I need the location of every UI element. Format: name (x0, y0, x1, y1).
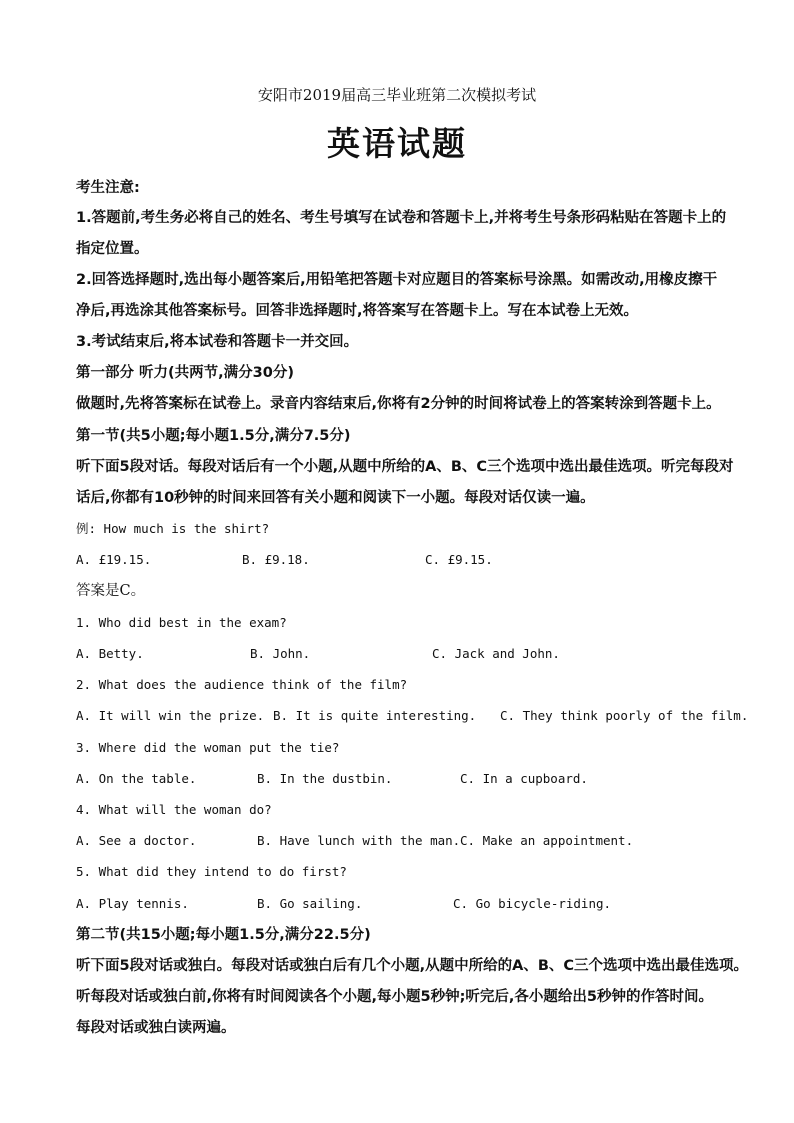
question-4-option-b: B. Have lunch with the man. (257, 833, 461, 848)
example-question: 例: How much is the shirt? (76, 521, 270, 536)
question-3-option-b: B. In the dustbin. (257, 771, 393, 786)
example-option-a: A. £19.15. (76, 552, 152, 567)
question-2-option-c: C. They think poorly of the film. (500, 708, 749, 723)
question-4-option-a: A. See a doctor. (76, 833, 197, 848)
section1-heading: 第一节(共5小题;每小题1.5分,满分7.5分) (76, 428, 351, 444)
question-2-option-a: A. It will win the prize. (76, 708, 265, 723)
section1-instruction-line-2: 话后,你都有10秒钟的时间来回答有关小题和阅读下一小题。每段对话仅读一遍。 (76, 490, 595, 506)
question-5: 5. What did they intend to do first? (76, 864, 347, 879)
question-1-option-b: B. John. (250, 646, 311, 661)
notice-item-3: 3.考试结束后,将本试卷和答题卡一并交回。 (76, 334, 359, 350)
notice-item-2-line-2: 净后,再选涂其他答案标号。回答非选择题时,将答案写在答题卡上。写在本试卷上无效。 (76, 303, 639, 319)
question-5-option-b: B. Go sailing. (257, 896, 363, 911)
example-option-c: C. £9.15. (425, 552, 493, 567)
question-1-option-a: A. Betty. (76, 646, 144, 661)
question-5-option-a: A. Play tennis. (76, 896, 189, 911)
section1-instruction-line-1: 听下面5段对话。每段对话后有一个小题,从题中所给的A、B、C三个选项中选出最佳选项。听完每段对 (76, 459, 734, 475)
part1-heading: 第一部分 听力(共两节,满分30分) (76, 365, 294, 381)
question-3-option-c: C. In a cupboard. (460, 771, 588, 786)
question-1-option-c: C. Jack and John. (432, 646, 560, 661)
question-4: 4. What will the woman do? (76, 802, 272, 817)
question-5-option-c: C. Go bicycle-riding. (453, 896, 612, 911)
notice-item-1-line-2: 指定位置。 (76, 241, 149, 257)
question-3: 3. Where did the woman put the tie? (76, 740, 340, 755)
section2-instruction-line-3: 每段对话或独白读两遍。 (76, 1020, 236, 1036)
exam-title: 英语试题 (327, 124, 467, 163)
part1-instruction: 做题时,先将答案标在试卷上。录音内容结束后,你将有2分钟的时间将试卷上的答案转涂到答题卡上。 (76, 396, 721, 412)
exam-subtitle: 安阳市2019届高三毕业班第二次模拟考试 (257, 86, 537, 104)
question-4-option-c: C. Make an appointment. (460, 833, 634, 848)
notice-item-2-line-1: 2.回答选择题时,选出每小题答案后,用铅笔把答题卡对应题目的答案标号涂黑。如需改动,用橡皮擦干 (76, 272, 718, 288)
question-2: 2. What does the audience think of the film? (76, 677, 408, 692)
question-1: 1. Who did best in the exam? (76, 615, 287, 630)
section2-instruction-line-1: 听下面5段对话或独白。每段对话或独白后有几个小题,从题中所给的A、B、C三个选项中选出最佳选项。 (76, 958, 749, 974)
section2-heading: 第二节(共15小题;每小题1.5分,满分22.5分) (76, 927, 371, 943)
example-answer: 答案是C。 (76, 583, 146, 599)
notice-heading: 考生注意: (76, 180, 140, 196)
question-3-option-a: A. On the table. (76, 771, 197, 786)
question-2-option-b: B. It is quite interesting. (273, 708, 477, 723)
notice-item-1-line-1: 1.答题前,考生务必将自己的姓名、考生号填写在试卷和答题卡上,并将考生号条形码粘贴在答题卡上的 (76, 210, 727, 226)
section2-instruction-line-2: 听每段对话或独白前,你将有时间阅读各个小题,每小题5秒钟;听完后,各小题给出5秒钟的作答时间。 (76, 989, 713, 1005)
example-option-b: B. £9.18. (242, 552, 310, 567)
